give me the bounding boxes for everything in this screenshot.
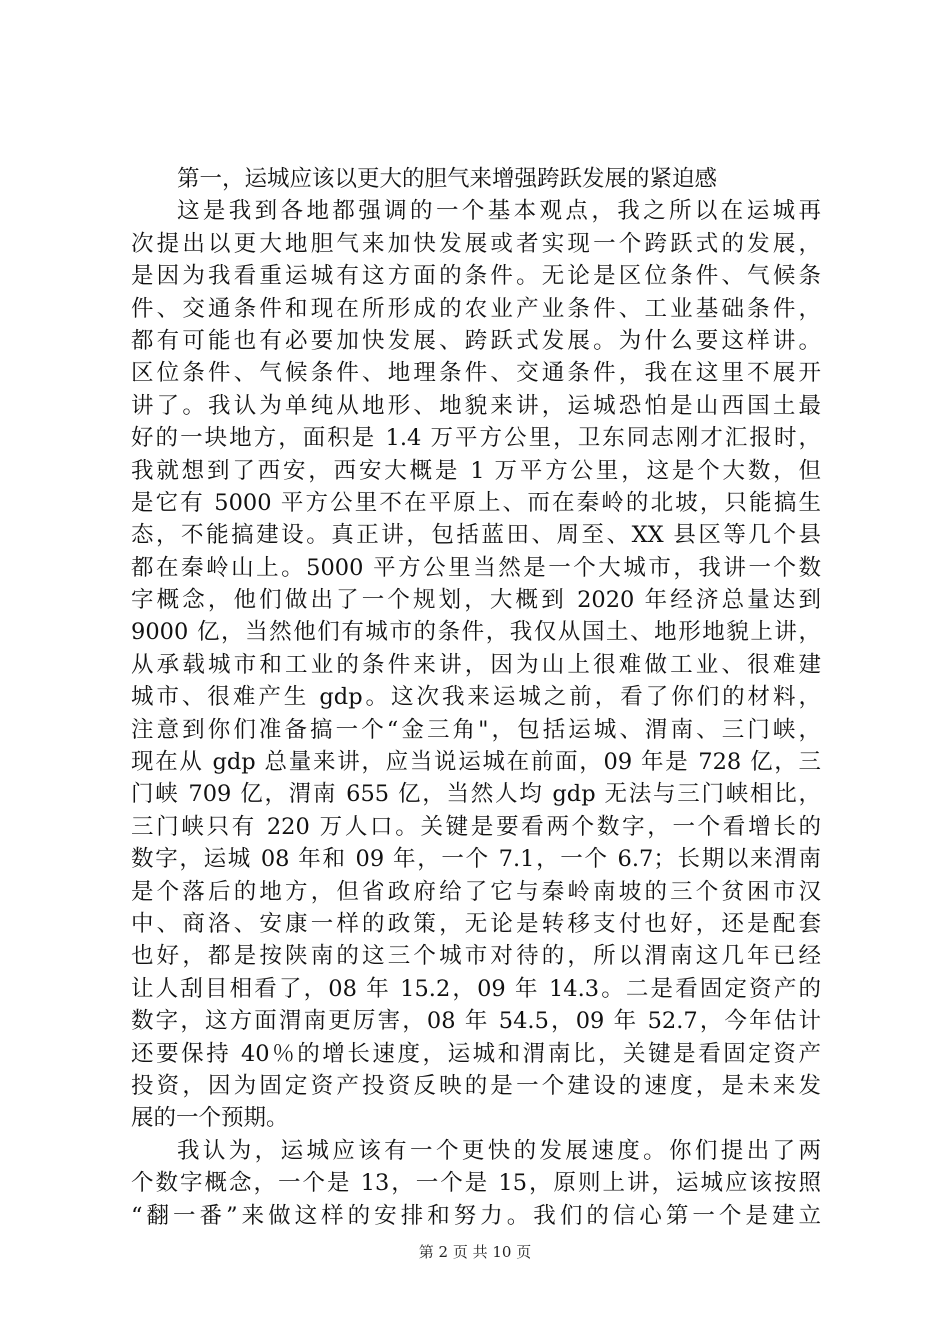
text-line: 个数字概念，一个是 13，一个是 15，原则上讲，运城应该按照 — [131, 1170, 821, 1197]
text-line: 区位条件、气候条件、地理条件、交通条件，我在这里不展开 — [131, 360, 821, 387]
text-line: 好的一块地方，面积是 1.4 万平方公里，卫东同志刚才汇报时， — [131, 425, 821, 452]
text-line: 是因为我看重运城有这方面的条件。无论是区位条件、气候条 — [131, 263, 821, 290]
document-body — [131, 163, 821, 1232]
text-line: 是个落后的地方，但省政府给了它与秦岭南坡的三个贫困市汉 — [131, 878, 821, 905]
text-line: 都有可能也有必要加快发展、跨跃式发展。为什么要这样讲。 — [131, 327, 821, 354]
page-number-footer: 第 2 页 共 10 页 — [418, 1243, 532, 1261]
text-line: 这是我到各地都强调的一个基本观点，我之所以在运城再 — [177, 198, 821, 225]
text-line: 注意到你们准备搞一个“金三角"，包括运城、渭南、三门峡， — [131, 716, 821, 743]
text-line: 件、交通条件和现在所形成的农业产业条件、工业基础条件， — [131, 295, 821, 322]
text-line: 9000 亿，当然他们有城市的条件，我仅从国土、地形地貌上讲， — [131, 619, 821, 646]
text-line: 投资，因为固定资产投资反映的是一个建设的速度，是未来发 — [131, 1072, 821, 1099]
text-line: 数字，运城 08 年和 09 年，一个 7.1，一个 6.7；长期以来渭南 — [131, 846, 821, 873]
text-line: 展的一个预期。 — [131, 1105, 289, 1132]
text-line: 字概念，他们做出了一个规划，大概到 2020 年经济总量达到 — [131, 587, 821, 614]
text-line: 门峡 709 亿，渭南 655 亿，当然人均 gdp 无法与三门峡相比， — [131, 781, 821, 808]
text-line: 现在从 gdp 总量来讲，应当说运城在前面，09 年是 728 亿，三 — [131, 749, 821, 776]
section-heading: 第一，运城应该以更大的胆气来增强跨跃发展的紧迫感 — [177, 166, 718, 192]
text-line: 还要保持 40％的增长速度，运城和渭南比，关键是看固定资产 — [131, 1040, 821, 1067]
text-line: 中、商洛、安康一样的政策，无论是转移支付也好，还是配套 — [131, 910, 821, 937]
text-line: 也好，都是按陕南的这三个城市对待的，所以渭南这几年已经 — [131, 943, 821, 970]
text-line: 态，不能搞建设。真正讲，包括蓝田、周至、XX 县区等几个县 — [131, 522, 821, 549]
text-line: 是它有 5000 平方公里不在平原上、而在秦岭的北坡，只能搞生 — [131, 489, 821, 516]
text-line: 讲了。我认为单纯从地形、地貌来讲，运城恐怕是山西国土最 — [131, 392, 821, 419]
text-line: 从承载城市和工业的条件来讲，因为山上很难做工业、很难建 — [131, 651, 821, 678]
text-line: 都在秦岭山上。5000 平方公里当然是一个大城市，我讲一个数 — [131, 554, 821, 581]
text-line: 我认为，运城应该有一个更快的发展速度。你们提出了两 — [177, 1137, 821, 1164]
text-line: 城市、很难产生 gdp。这次我来运城之前，看了你们的材料， — [131, 684, 821, 711]
text-line: 次提出以更大地胆气来加快发展或者实现一个跨跃式的发展， — [131, 230, 821, 257]
text-line: 三门峡只有 220 万人口。关键是要看两个数字，一个看增长的 — [131, 813, 821, 840]
text-line: 我就想到了西安，西安大概是 1 万平方公里，这是个大数，但 — [131, 457, 821, 484]
text-line: “翻一番”来做这样的安排和努力。我们的信心第一个是建立 — [131, 1202, 821, 1229]
text-line: 数字，这方面渭南更厉害，08 年 54.5，09 年 52.7，今年估计 — [131, 1008, 821, 1035]
text-line: 让人刮目相看了，08 年 15.2，09 年 14.3。二是看固定资产的 — [131, 975, 821, 1002]
